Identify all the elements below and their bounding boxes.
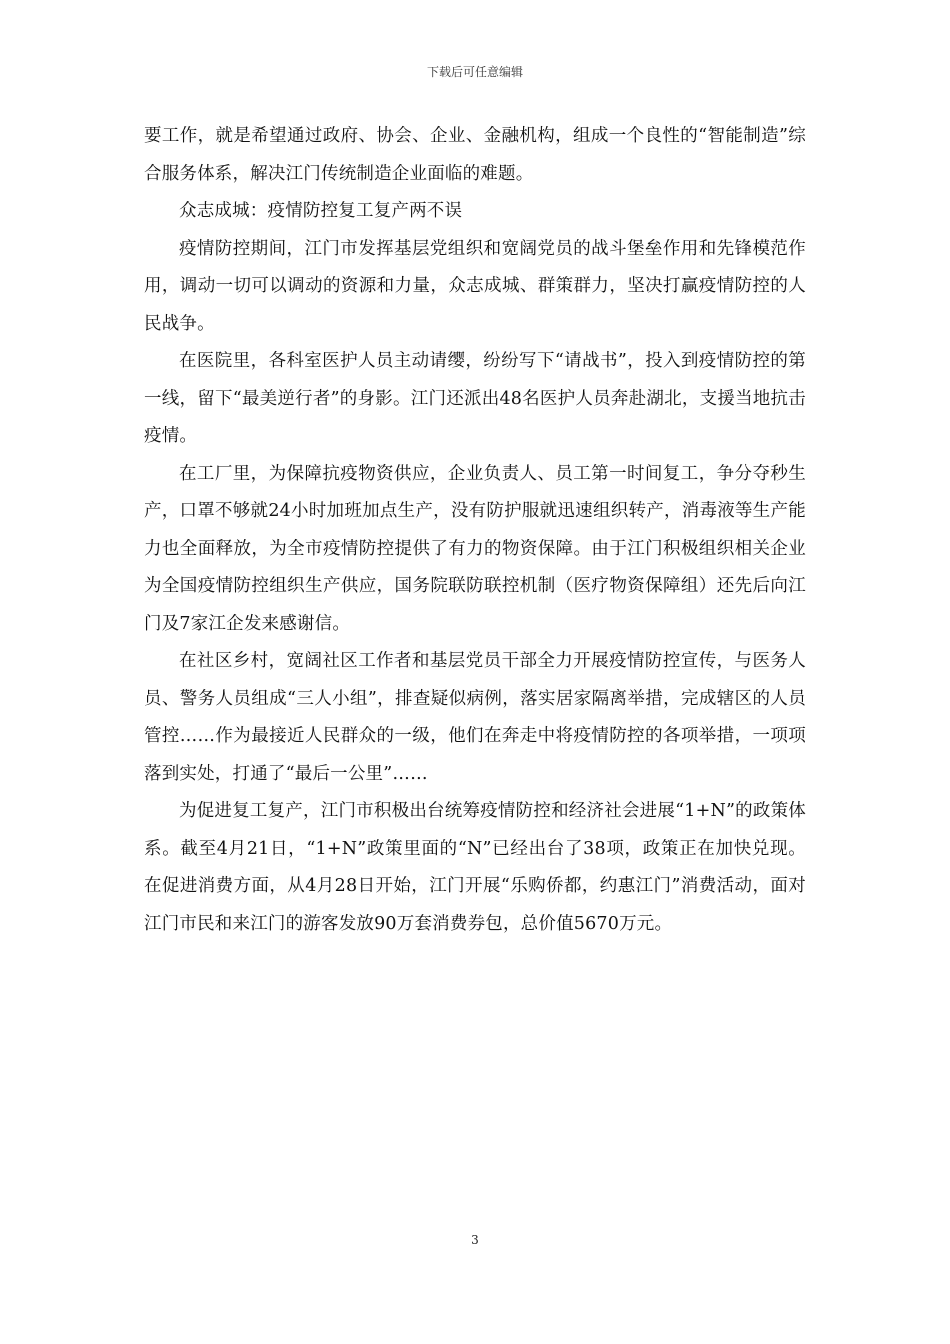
paragraph: 在医院里，各科室医护人员主动请缨，纷纷写下“请战书”，投入到疫情防控的第一线，留下“最美逆行者”的身影。江门还派出48名医护人员奔赴湖北，支援当地抗击疫情。: [144, 351, 806, 446]
paragraph: 在社区乡村，宽阔社区工作者和基层党员干部全力开展疫情防控宣传，与医务人员、警务人员组成“三人小组”，排查疑似病例，落实居家隔离举措，完成辖区的人员管控……作为最接近人民群众的一级，他们在奔走中将疫情防控的各项举措，一项项落到实处，打通了“最后一公里”……: [144, 651, 806, 784]
paragraph-continuation: 要工作，就是希望通过政府、协会、企业、金融机构，组成一个良性的“智能制造”综合服务体系，解决江门传统制造企业面临的难题。: [144, 126, 806, 184]
paragraph: 为促进复工复产，江门市积极出台统筹疫情防控和经济社会进展“1+N”的政策体系。截至4月21日，“1+N”政策里面的“N”已经出台了38项，政策正在加快兑现。在促进消费方面，从4月28日开始，江门开展“乐购侨都，约惠江门”消费活动，面对江门市民和来江门的游客发放90万套消费券包，总价值5670万元。: [144, 801, 806, 934]
page-number: 3: [471, 1233, 479, 1247]
paragraph: 在工厂里，为保障抗疫物资供应，企业负责人、员工第一时间复工，争分夺秒生产，口罩不够就24小时加班加点生产，没有防护服就迅速组织转产，消毒液等生产能力也全面释放，为全市疫情防控提供了有力的物资保障。由于江门积极组织相关企业为全国疫情防控组织生产供应，国务院联防联控机制（医疗物资保障组）还先后向江门及7家江企发来感谢信。: [144, 463, 806, 634]
page-header: 下载后可任意编辑: [426, 65, 523, 79]
section-heading: 众志成城：疫情防控复工复产两不误: [179, 201, 463, 221]
paragraph: 疫情防控期间，江门市发挥基层党组织和宽阔党员的战斗堡垒作用和先锋模范作用，调动一切可以调动的资源和力量，众志成城、群策群力，坚决打赢疫情防控的人民战争。: [144, 238, 806, 334]
document-body: [144, 118, 806, 943]
